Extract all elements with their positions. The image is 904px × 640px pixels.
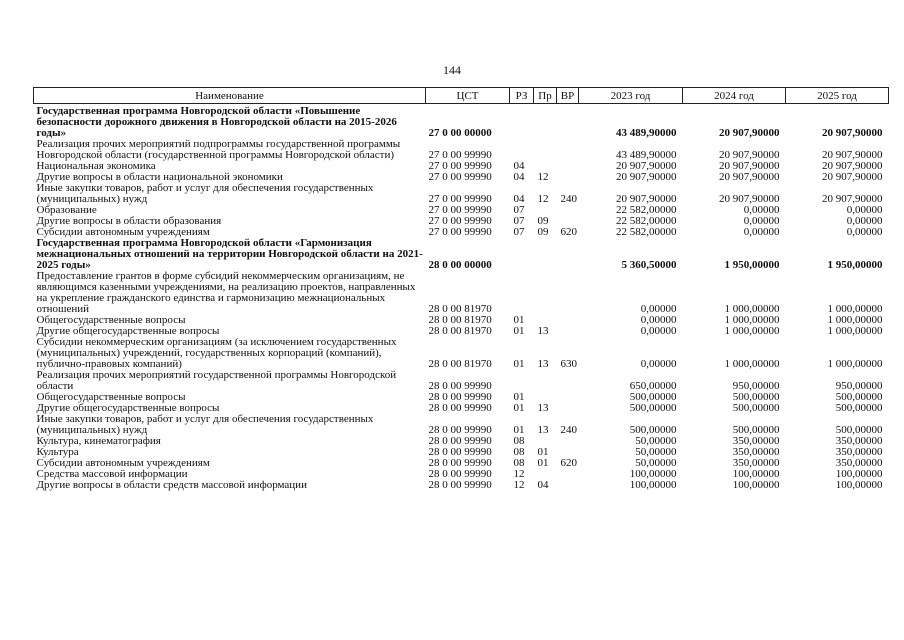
table-row (34, 436, 889, 447)
cell-pr: 01 (537, 447, 549, 458)
cell-y2024: 1 000,00000 (724, 326, 780, 337)
header-rz: РЗ (510, 88, 534, 104)
cell-y2024: 1 000,00000 (724, 358, 780, 370)
cell-cst: 27 0 00 99990 (428, 161, 492, 172)
cell-y2024: 20 907,90000 (719, 172, 780, 183)
cell-rz: 01 (513, 326, 525, 337)
cell-vr (557, 326, 579, 337)
cell-cst: 28 0 00 99990 (428, 458, 492, 469)
header-2024: 2024 год (683, 88, 786, 104)
table-row (34, 271, 889, 315)
cell-y2023: 50,00000 (635, 436, 677, 447)
cell-cst: 28 0 00 81970 (428, 315, 492, 326)
cell-y2025: 500,00000 (835, 392, 883, 403)
table-row (34, 172, 889, 183)
cell-rz (510, 139, 534, 161)
cell-y2025: 20 907,90000 (822, 161, 883, 172)
cell-name: Другие вопросы в области средств массовой информации (36, 480, 307, 491)
cell-pr: 13 (537, 424, 549, 436)
cell-y2023: 20 907,90000 (616, 172, 677, 183)
cell-vr: 240 (560, 424, 577, 436)
cell-name: Другие общегосударственные вопросы (36, 326, 220, 337)
cell-y2024: 100,00000 (732, 480, 780, 491)
cell-y2025: 0,00000 (846, 216, 883, 227)
cell-y2025: 1 000,00000 (827, 303, 883, 315)
cell-name: Иные закупки товаров, работ и услуг для обеспечения государственных (муниципальных) нужд (36, 414, 374, 436)
cell-rz (510, 271, 534, 315)
cell-rz: 01 (513, 315, 525, 326)
table-row (34, 161, 889, 172)
cell-y2023: 5 360,50000 (621, 259, 677, 271)
cell-cst: 28 0 00 99990 (428, 436, 492, 447)
cell-y2023: 50,00000 (635, 458, 677, 469)
table-row (34, 183, 889, 205)
cell-cst: 27 0 00 99990 (428, 227, 492, 238)
cell-y2024: 1 950,00000 (724, 259, 780, 271)
cell-pr (534, 436, 557, 447)
cell-y2024: 350,00000 (732, 447, 780, 458)
cell-y2025: 100,00000 (835, 480, 883, 491)
cell-cst: 28 0 00 99990 (428, 392, 492, 403)
cell-y2023: 0,00000 (640, 303, 677, 315)
cell-pr (534, 161, 557, 172)
cell-rz: 08 (513, 458, 525, 469)
table-row (34, 370, 889, 392)
cell-y2023: 43 489,90000 (616, 127, 677, 139)
cell-y2023: 500,00000 (629, 424, 677, 436)
cell-pr: 09 (537, 216, 549, 227)
cell-name: Государственная программа Новгородской области «Гармонизация межнациональных отношений на территории Новгородской области на 2021-2025 годы» (36, 238, 423, 271)
cell-cst: 27 0 00 99990 (428, 205, 492, 216)
cell-pr: 09 (537, 227, 549, 238)
cell-y2024: 20 907,90000 (719, 161, 780, 172)
cell-vr (557, 238, 579, 271)
cell-rz (510, 238, 534, 271)
cell-y2023: 22 582,00000 (616, 216, 677, 227)
cell-vr (557, 172, 579, 183)
cell-name: Средства массовой информации (36, 469, 188, 480)
cell-y2023: 0,00000 (640, 358, 677, 370)
cell-pr: 04 (537, 480, 549, 491)
cell-y2025: 350,00000 (835, 447, 883, 458)
cell-name: Национальная экономика (36, 161, 156, 172)
cell-y2024: 100,00000 (732, 469, 780, 480)
cell-vr: 620 (560, 227, 577, 238)
cell-pr: 12 (537, 193, 549, 205)
cell-y2024: 0,00000 (743, 216, 780, 227)
cell-rz (510, 104, 534, 140)
cell-pr (534, 469, 557, 480)
cell-y2023: 500,00000 (629, 392, 677, 403)
cell-y2023: 22 582,00000 (616, 205, 677, 216)
cell-pr (534, 104, 557, 140)
cell-vr (557, 480, 579, 491)
table-row (34, 326, 889, 337)
cell-cst: 27 0 00 00000 (428, 127, 492, 139)
cell-y2024: 350,00000 (732, 458, 780, 469)
cell-rz: 04 (513, 161, 525, 172)
header-pr: Пр (534, 88, 557, 104)
cell-cst: 28 0 00 99990 (428, 424, 492, 436)
cell-y2025: 500,00000 (835, 403, 883, 414)
cell-name: Другие вопросы в области образования (36, 216, 222, 227)
cell-rz: 08 (513, 436, 525, 447)
table-row (34, 216, 889, 227)
cell-vr: 620 (560, 458, 577, 469)
cell-pr (534, 139, 557, 161)
cell-y2023: 22 582,00000 (616, 227, 677, 238)
cell-y2025: 0,00000 (846, 205, 883, 216)
cell-y2025: 20 907,90000 (822, 127, 883, 139)
cell-name: Субсидии автономным учреждениям (36, 227, 210, 238)
cell-y2024: 950,00000 (732, 380, 780, 392)
cell-pr (534, 315, 557, 326)
cell-pr (534, 205, 557, 216)
cell-cst: 27 0 00 99990 (428, 216, 492, 227)
cell-vr (557, 469, 579, 480)
cell-y2024: 20 907,90000 (719, 127, 780, 139)
cell-pr (534, 271, 557, 315)
cell-cst: 28 0 00 81970 (428, 326, 492, 337)
cell-rz: 12 (513, 469, 525, 480)
cell-cst: 28 0 00 99990 (428, 447, 492, 458)
table-row (34, 469, 889, 480)
cell-cst: 28 0 00 99990 (428, 380, 492, 392)
table-row (34, 392, 889, 403)
cell-pr: 12 (537, 172, 549, 183)
cell-y2024: 0,00000 (743, 227, 780, 238)
cell-vr (557, 403, 579, 414)
cell-y2025: 1 000,00000 (827, 358, 883, 370)
cell-cst: 28 0 00 00000 (428, 259, 492, 271)
table-row (34, 480, 889, 491)
cell-y2025: 500,00000 (835, 424, 883, 436)
cell-y2023: 0,00000 (640, 315, 677, 326)
cell-rz: 12 (513, 480, 525, 491)
cell-y2025: 20 907,90000 (822, 172, 883, 183)
cell-name: Реализация прочих мероприятий государственной программы Новгородской области (36, 370, 397, 392)
cell-name: Другие общегосударственные вопросы (36, 403, 220, 414)
table-row (34, 238, 889, 271)
cell-vr (557, 139, 579, 161)
cell-y2024: 500,00000 (732, 424, 780, 436)
cell-y2024: 20 907,90000 (719, 193, 780, 205)
cell-vr (557, 315, 579, 326)
cell-pr (534, 392, 557, 403)
cell-vr: 630 (560, 358, 577, 370)
cell-pr (534, 370, 557, 392)
cell-pr (534, 238, 557, 271)
cell-y2025: 1 950,00000 (827, 259, 883, 271)
cell-y2024: 20 907,90000 (719, 149, 780, 161)
cell-cst: 28 0 00 99990 (428, 469, 492, 480)
cell-y2025: 350,00000 (835, 436, 883, 447)
header-2023: 2023 год (579, 88, 683, 104)
cell-cst: 28 0 00 81970 (428, 358, 492, 370)
cell-name: Образование (36, 205, 97, 216)
header-cst: ЦСТ (426, 88, 510, 104)
cell-name: Субсидии некоммерческим организациям (за исключением государственных (муниципальных) учреждений, государственных корпораций (компаний), публично-правовых компаний) (36, 337, 397, 370)
cell-pr: 13 (537, 358, 549, 370)
cell-rz: 04 (513, 172, 525, 183)
table-row (34, 403, 889, 414)
cell-name: Общегосударственные вопросы (36, 315, 186, 326)
cell-y2025: 100,00000 (835, 469, 883, 480)
cell-name: Предоставление грантов в форме субсидий некоммерческим организациям, не являющимся казенными учреждениями, на реализацию проектов, направленных на укрепление гражданского единства и гармонизацию межнациональных отношений (36, 271, 416, 315)
cell-name: Иные закупки товаров, работ и услуг для обеспечения государственных (муниципальных) нужд (36, 183, 374, 205)
cell-cst: 28 0 00 99990 (428, 403, 492, 414)
cell-vr (557, 271, 579, 315)
cell-name: Реализация прочих мероприятий подпрограммы государственной программы Новгородской области (государственной программы Новгородской области) (36, 139, 401, 161)
cell-y2024: 1 000,00000 (724, 303, 780, 315)
cell-name: Культура, кинематография (36, 436, 161, 447)
cell-rz: 07 (513, 205, 525, 216)
cell-rz: 01 (513, 424, 525, 436)
cell-vr (557, 392, 579, 403)
cell-rz: 07 (513, 227, 525, 238)
cell-cst: 28 0 00 99990 (428, 480, 492, 491)
cell-rz: 04 (513, 193, 525, 205)
header-2025: 2025 год (786, 88, 889, 104)
cell-y2025: 350,00000 (835, 458, 883, 469)
cell-name: Другие вопросы в области национальной экономики (36, 172, 283, 183)
cell-rz (510, 370, 534, 392)
cell-rz: 01 (513, 392, 525, 403)
table-row (34, 227, 889, 238)
cell-rz: 01 (513, 403, 525, 414)
cell-cst: 27 0 00 99990 (428, 172, 492, 183)
cell-y2025: 950,00000 (835, 380, 883, 392)
cell-y2025: 1 000,00000 (827, 326, 883, 337)
cell-cst: 27 0 00 99990 (428, 193, 492, 205)
cell-y2023: 20 907,90000 (616, 161, 677, 172)
cell-y2023: 650,00000 (629, 380, 677, 392)
table-row (34, 414, 889, 436)
cell-name: Субсидии автономным учреждениям (36, 458, 210, 469)
table-row (34, 205, 889, 216)
cell-y2023: 0,00000 (640, 326, 677, 337)
table-row (34, 337, 889, 370)
cell-vr (557, 216, 579, 227)
cell-vr (557, 104, 579, 140)
header-name: Наименование (34, 88, 426, 104)
table-row (34, 104, 889, 140)
cell-vr: 240 (560, 193, 577, 205)
budget-table (33, 87, 889, 491)
cell-y2025: 20 907,90000 (822, 193, 883, 205)
cell-y2025: 1 000,00000 (827, 315, 883, 326)
table-row (34, 458, 889, 469)
cell-vr (557, 436, 579, 447)
cell-vr (557, 447, 579, 458)
table-body (34, 104, 889, 492)
cell-y2025: 20 907,90000 (822, 149, 883, 161)
cell-pr: 01 (537, 458, 549, 469)
cell-vr (557, 205, 579, 216)
cell-vr (557, 161, 579, 172)
cell-pr: 13 (537, 403, 549, 414)
table-header (34, 88, 889, 104)
cell-name: Культура (36, 447, 79, 458)
cell-y2024: 350,00000 (732, 436, 780, 447)
cell-rz: 01 (513, 358, 525, 370)
header-vr: ВР (557, 88, 579, 104)
table-row (34, 447, 889, 458)
cell-cst: 27 0 00 99990 (428, 149, 492, 161)
cell-cst: 28 0 00 81970 (428, 303, 492, 315)
table-row (34, 139, 889, 161)
cell-rz: 07 (513, 216, 525, 227)
page-number: 144 (443, 63, 461, 77)
cell-y2024: 500,00000 (732, 403, 780, 414)
cell-y2023: 500,00000 (629, 403, 677, 414)
cell-y2023: 100,00000 (629, 469, 677, 480)
cell-name: Государственная программа Новгородской области «Повышение безопасности дорожного движения в Новгородской области на 2015-2026 годы» (36, 105, 397, 139)
table-row (34, 315, 889, 326)
cell-name: Общегосударственные вопросы (36, 392, 186, 403)
cell-vr (557, 370, 579, 392)
cell-y2023: 100,00000 (629, 480, 677, 491)
cell-y2024: 1 000,00000 (724, 315, 780, 326)
cell-y2024: 500,00000 (732, 392, 780, 403)
cell-y2025: 0,00000 (846, 227, 883, 238)
cell-y2023: 20 907,90000 (616, 193, 677, 205)
cell-y2023: 43 489,90000 (616, 149, 677, 161)
cell-rz: 08 (513, 447, 525, 458)
cell-pr: 13 (537, 326, 549, 337)
cell-y2023: 50,00000 (635, 447, 677, 458)
cell-y2024: 0,00000 (743, 205, 780, 216)
